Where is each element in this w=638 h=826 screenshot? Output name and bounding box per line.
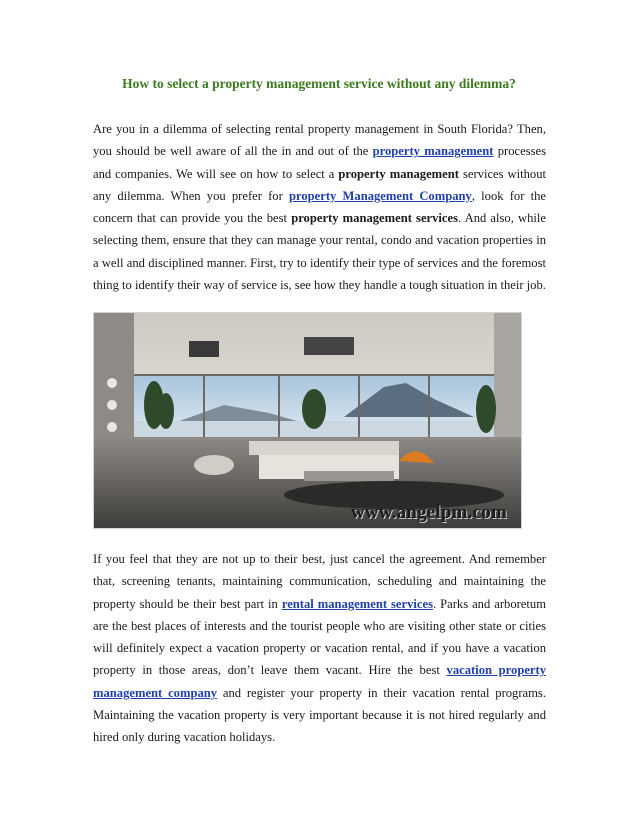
paragraph-1 [93, 118, 546, 296]
rental-management-services-link[interactable]: rental management services [281, 596, 433, 611]
bold-phrase: property management [338, 166, 459, 181]
text-segment: processes and companies. We will see on how to select a [93, 144, 546, 181]
bold-phrase: property management services [291, 211, 459, 226]
text-segment: If you feel that they are not up to their best, just cancel the agreement. And remember that, screening tenants, maintaining communication, scheduling and maintaining the property should be their best part in [93, 552, 546, 611]
vacation-property-management-company-link[interactable]: vacation property management company [93, 663, 546, 700]
paragraph-2 [93, 548, 546, 749]
interior-photo-illustration [94, 313, 521, 528]
text-segment: . And also, while selecting them, ensure that they can manage your rental, condo and vacation properties in a well and disciplined manner. First, try to identify their type of services and the foremost thing to identify their way of service is, see how they handle a tough situation in their job. [93, 211, 546, 293]
document-title: How to select a property management service without any dilemma? [122, 76, 516, 91]
property-management-company-link[interactable]: property Management Company [288, 188, 472, 203]
watermark-text: www.angelpm.com [350, 502, 507, 523]
text-segment: , look for the concern that can provide you the best [93, 188, 546, 226]
text-segment: Are you in a dilemma of selecting rental property management in South Florida? Then, you should be well aware of all the in and out of the [93, 122, 546, 159]
text-segment: services without any dilemma. When you prefer for [93, 166, 546, 203]
property-management-link[interactable]: property management [372, 144, 494, 159]
text-segment: and register your property in their vacation rental programs. Maintaining the vacation property is very important because it is not hired regularly and hired only during vacation holidays. [93, 685, 546, 745]
interior-photo [93, 312, 522, 529]
text-segment: . Parks and arboretum are the best places of interests and the tourist people who are visiting other state or cities will definitely expect a vacation property or vacation rental, and if you have a vacation property in those areas, don’t leave them vacant. Hire the best [93, 596, 547, 678]
